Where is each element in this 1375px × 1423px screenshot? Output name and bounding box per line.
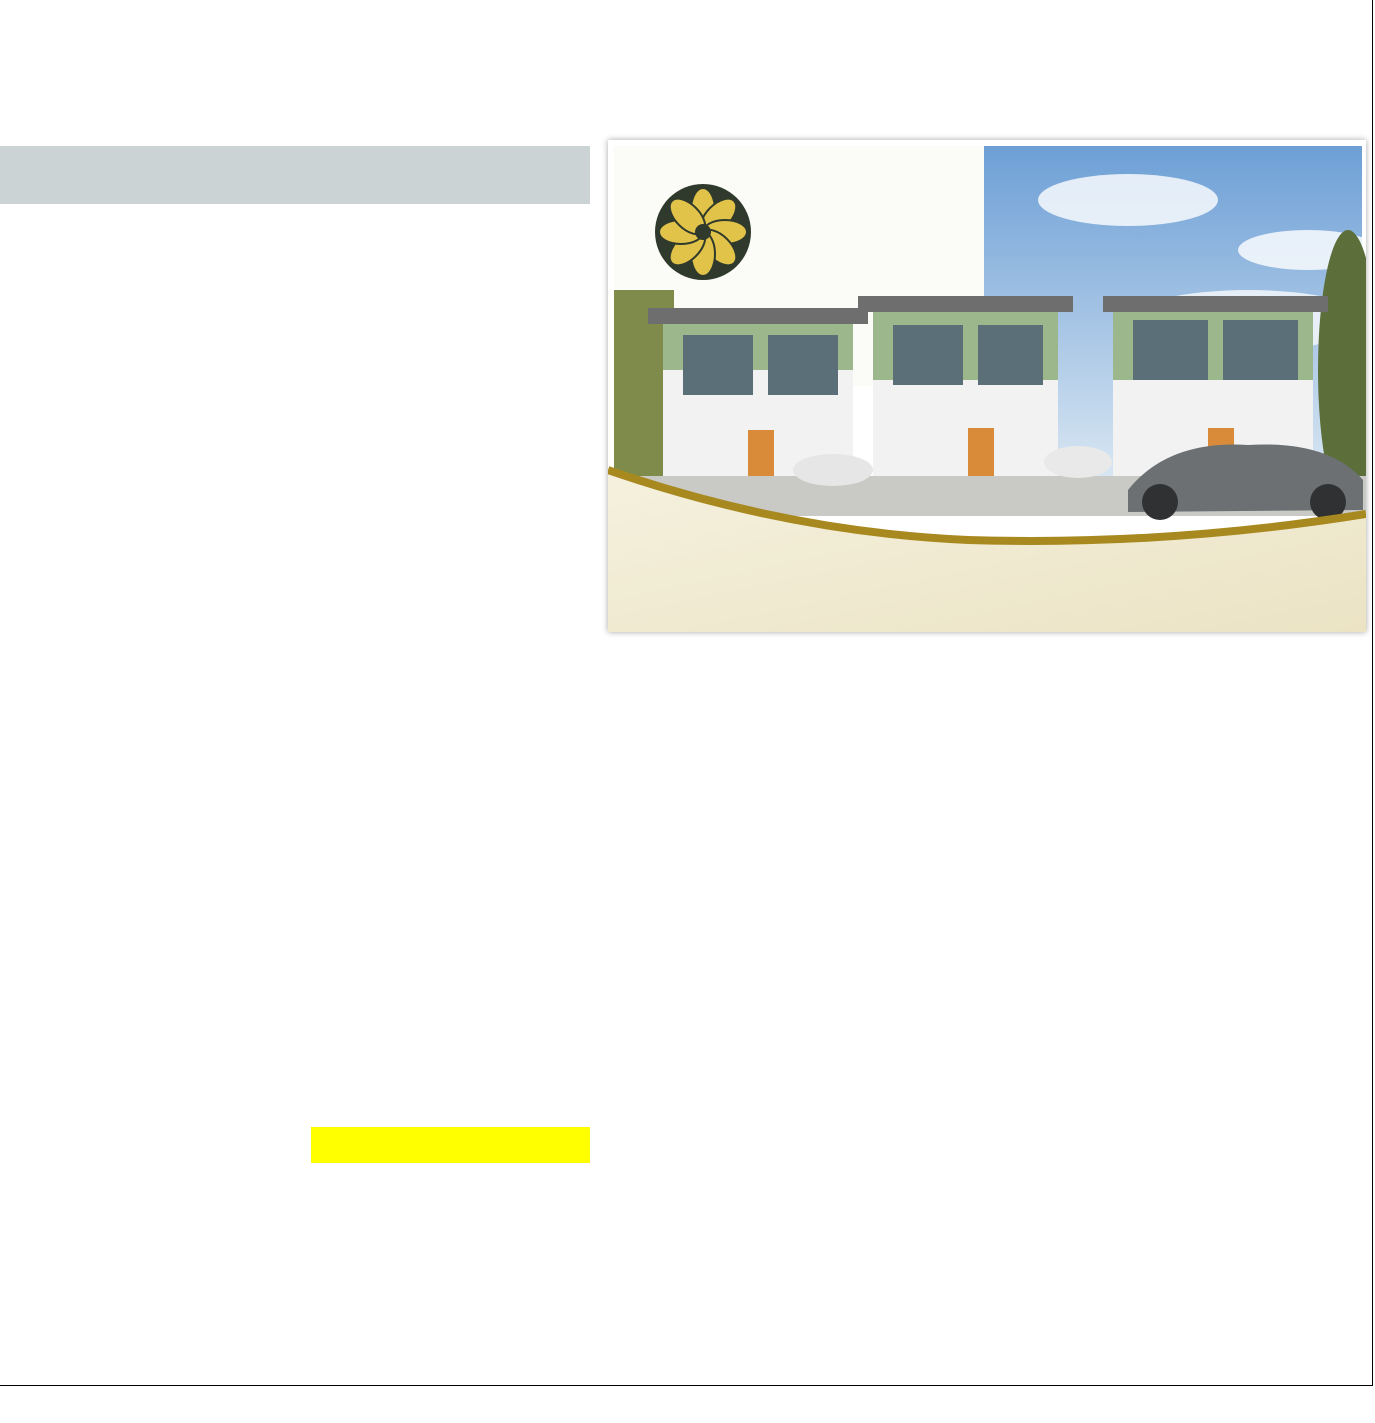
page-border-bottom [0, 1385, 1373, 1386]
reservation-fee-highlight [311, 1127, 590, 1163]
promo-image [608, 140, 1366, 632]
page-border-right [1372, 0, 1373, 1386]
block-lot-highlight [0, 146, 590, 204]
flower-logo-icon [655, 184, 751, 280]
promo-rendering [608, 140, 1366, 632]
